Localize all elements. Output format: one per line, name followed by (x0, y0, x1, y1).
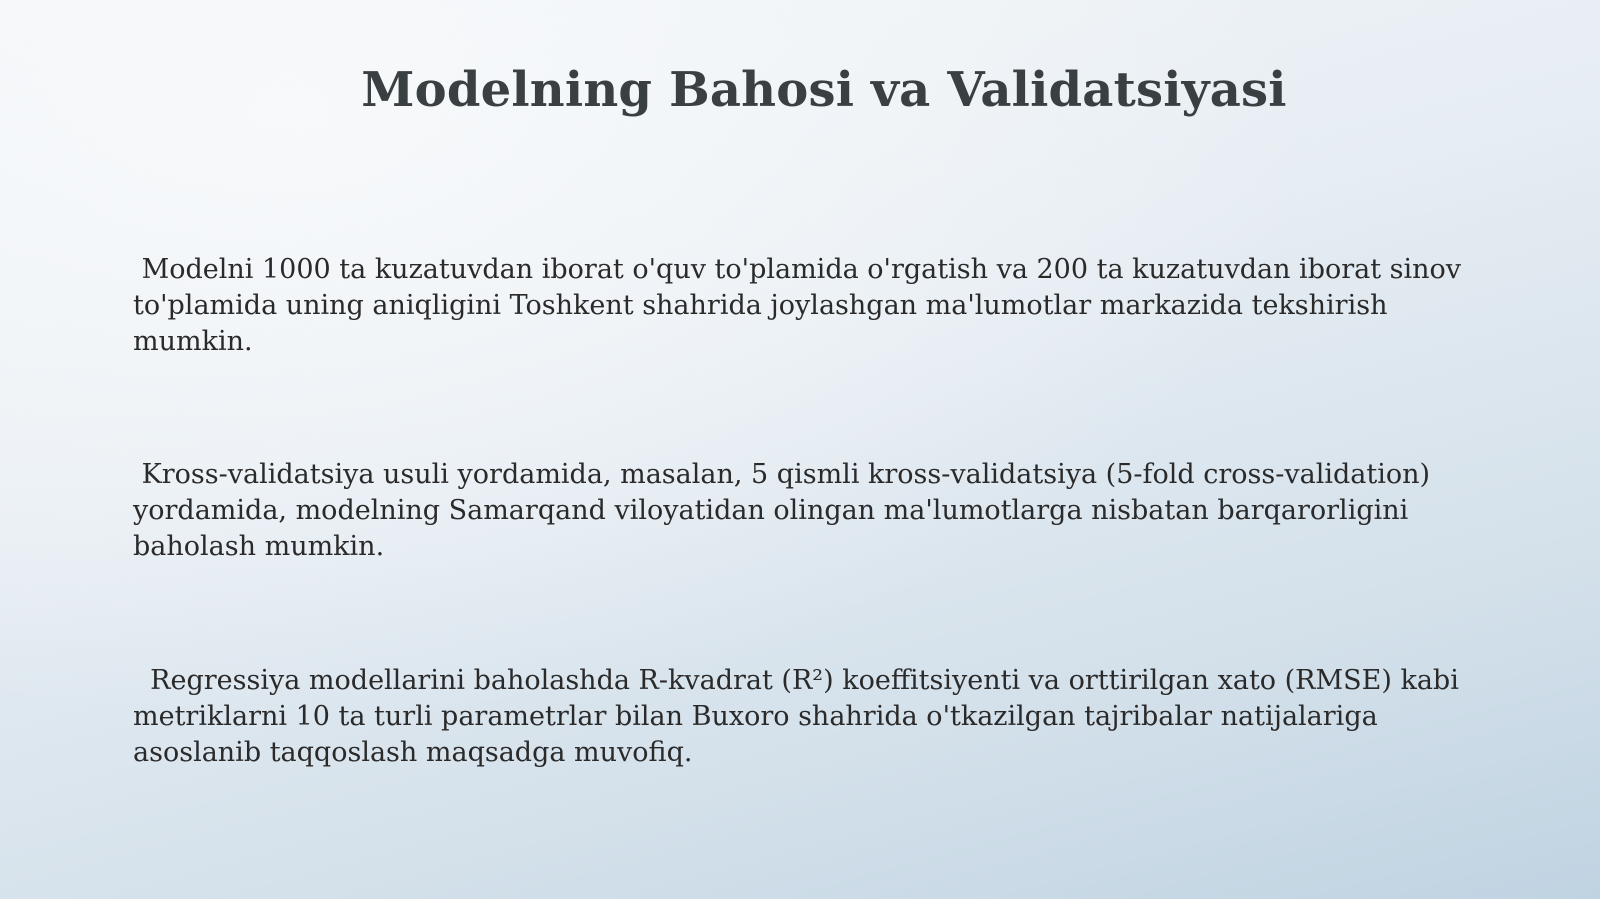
paragraph-cross-validation: Kross-validatsiya usuli yordamida, masalan, 5 qismli kross-validatsiya (5-fold cross-validation) yordamida, modelning Samarqand viloyatidan olingan ma'lumotlarga nisbatan barqarorligini baholash mumkin. (133, 459, 1439, 562)
slide-title: Modelning Bahosi va Validatsiyasi (361, 62, 1287, 118)
paragraph-regression-metrics: Regressiya modellarini baholashda R-kvadrat (R²) koeffitsiyenti va orttirilgan xato (RMSE) kabi metriklarni 10 ta turli parametrlar bilan Buxoro shahrida o'tkazilgan tajribalar natijalariga asoslanib taqqoslash maqsadga muvofiq. (133, 665, 1468, 768)
paragraph-train-test: Modelni 1000 ta kuzatuvdan iborat o'quv to'plamida o'rgatish va 200 ta kuzatuvdan iborat sinov to'plamida uning aniqligini Toshkent shahrida joylashgan ma'lumotlar markazida tekshirish mumkin. (133, 254, 1470, 357)
